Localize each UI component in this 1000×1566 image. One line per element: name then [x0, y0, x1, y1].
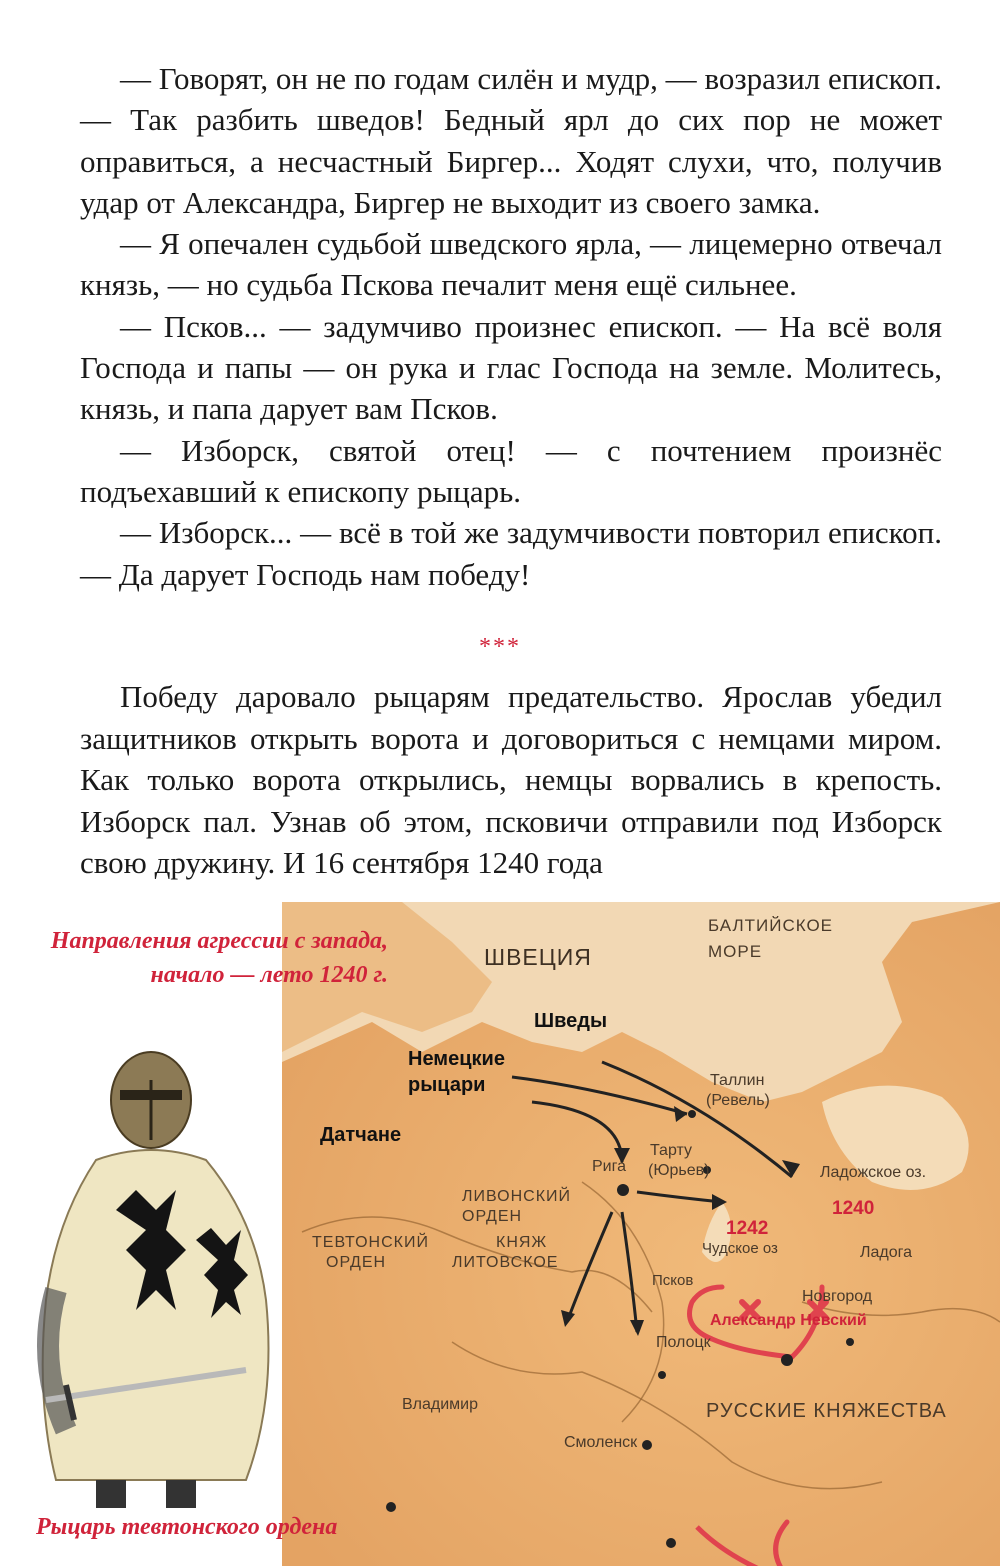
historical-map — [282, 902, 1000, 1566]
polotsk-label: Полоцк — [656, 1334, 711, 1351]
dialogue-line: — Псков... — задумчиво произнес епископ. — На всё воля Господа и папы — он рука и глас Господа на земле. Молитесь, князь, и папа дарует вам Псков. — [80, 308, 942, 427]
lithuania-label: ЛИТОВСКОЕ — [452, 1254, 559, 1271]
livonian-order-label: ОРДЕН — [462, 1208, 523, 1225]
dialogue-line: — Говорят, он не по годам силён и мудр, — возразил епископ. — Так разбить шведов! Бедный ярл до сих пор не может оправиться, а несчастный Биргер... Ходят слухи, что, получив удар от Александра, Биргер не выходит из своего замка. — [80, 61, 942, 220]
vladimir-label: Владимир — [402, 1396, 479, 1413]
dialogue-text — [80, 58, 942, 595]
tartu-label: Тарту — [650, 1142, 693, 1159]
map-caption — [0, 924, 388, 992]
baltic-sea-label: МОРЕ — [708, 942, 763, 961]
tallinn-label: (Ревель) — [706, 1092, 770, 1109]
section-separator: *** — [479, 634, 521, 660]
dialogue-line: — Изборск, святой отец! — с почтением произнёс подъехавший к епископу рыцарь. — [80, 432, 942, 509]
teutonic-order-label: ТЕВТОНСКИЙ — [312, 1234, 429, 1251]
smolensk-label: Смоленск — [564, 1434, 638, 1451]
ladoga-lake-label: Ладожское оз. — [820, 1164, 927, 1181]
knight-caption: Рыцарь тевтонского ордена — [36, 1514, 338, 1540]
novgorod-label: Новгород — [802, 1288, 873, 1305]
knight-figure — [16, 1040, 316, 1510]
year-1242-label: 1242 — [726, 1218, 769, 1239]
map-caption-line: начало — лето 1240 г. — [150, 962, 388, 988]
german-knights-label: рыцари — [408, 1074, 486, 1096]
ladoga-label: Ладога — [860, 1244, 913, 1261]
map-caption-line: Направления агрессии с запада, — [50, 928, 388, 954]
swedes-label: Шведы — [534, 1010, 608, 1032]
livonian-order-label: ЛИВОНСКИЙ — [462, 1188, 572, 1205]
german-knights-label: Немецкие — [408, 1048, 505, 1070]
baltic-sea-label: БАЛТИЙСКОЕ — [708, 916, 834, 935]
riga-label: Рига — [592, 1158, 626, 1175]
tallinn-label: Таллин — [710, 1072, 765, 1089]
pskov-label: Псков — [652, 1272, 694, 1289]
russian-principalities-label: РУССКИЕ КНЯЖЕСТВА — [706, 1400, 947, 1422]
year-1240-label: 1240 — [832, 1198, 875, 1219]
teutonic-order-label: ОРДЕН — [326, 1254, 387, 1271]
dialogue-line: — Изборск... — всё в той же задумчивости повторил епископ. — Да дарует Господь нам победу! — [80, 515, 942, 592]
sweden-label: ШВЕЦИЯ — [484, 944, 592, 970]
alexander-nevsky-label: Александр Невский — [710, 1312, 867, 1329]
peipus-label: Чудское оз — [702, 1240, 778, 1257]
narrative-paragraph: Победу даровало рыцарям предательство. Ярослав убедил защитников открыть ворота и договориться с немцами миром. Как только ворота открылись, немцы ворвались в крепость. Изборск пал. Узнав об этом, псковичи отправили под Изборск свою дружину. И 16 сентября 1240 года — [80, 679, 942, 880]
tartu-label: (Юрьев) — [648, 1162, 710, 1179]
dialogue-line: — Я опечален судьбой шведского ярла, — лицемерно отвечал князь, — но судьба Пскова печалит меня ещё сильнее. — [80, 226, 942, 303]
lithuania-label: КНЯЖ — [496, 1234, 548, 1251]
danes-label: Датчане — [320, 1124, 402, 1146]
